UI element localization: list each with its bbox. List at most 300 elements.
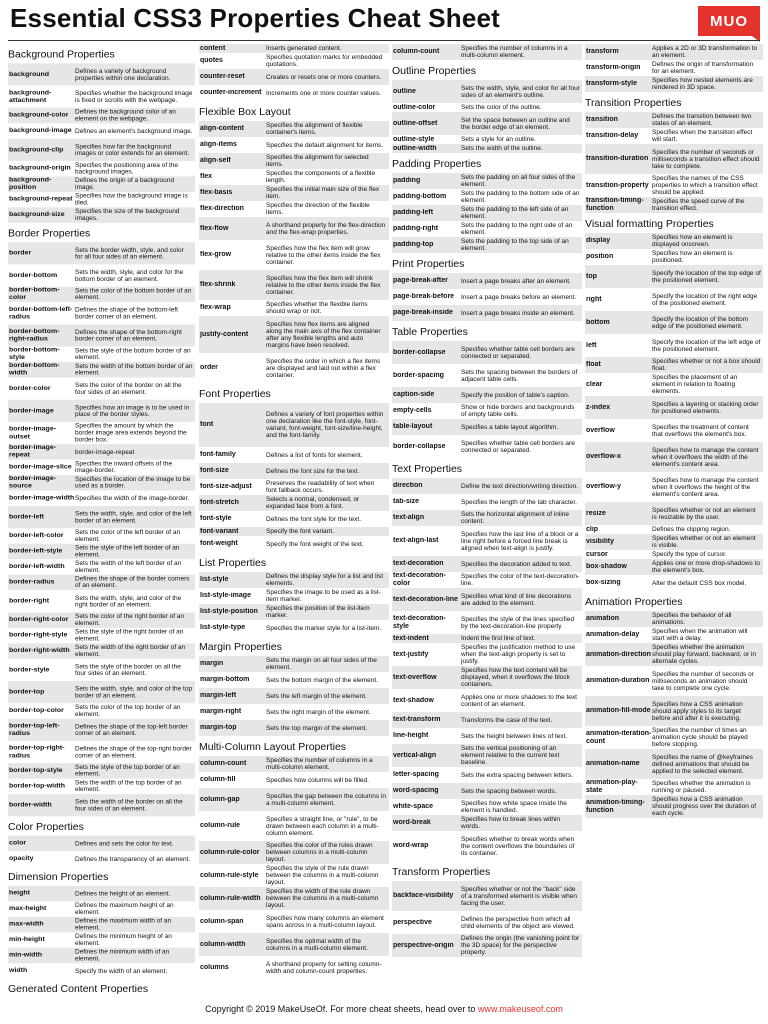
property-row [199,495,389,511]
property-row [199,527,389,536]
property-row [585,472,763,502]
property-row [392,305,582,321]
column-2 [199,44,389,979]
property-name: content [200,44,226,52]
property-name: outline [393,87,416,95]
property-row [8,86,195,108]
property-description: Sets the left margin of the element. [266,692,367,700]
property-row [392,103,582,112]
property-name: border-image [9,407,54,414]
property-name: column-count [200,760,247,768]
property-description: Specify the font variant. [266,528,334,535]
property-description: Specifies the image to be used as a list-item marker. [266,589,381,603]
property-description: Specifies the alignment of flexible container's items. [266,122,363,136]
property-row [199,511,389,527]
property-row [8,836,195,851]
property-description: Defines an element's background image. [75,127,193,135]
property-description: Defines the origin of transformation for an element. [652,61,754,75]
property-description: Specifies how the text content will be displayed, when it overflows the block containers. [461,667,570,688]
property-row [8,287,195,302]
property-description: Defines the font size for the text. [266,467,360,475]
property-row [392,144,582,153]
property-name: align-content [200,125,244,133]
property-name: column-rule-color [200,848,260,856]
property-name: border-collapse [393,348,446,356]
property-row [8,422,195,444]
property-name: column-rule [200,822,241,830]
property-row [392,364,582,387]
property-row [392,173,582,189]
property-description: Preserves the readability of text when font fallback occurs. [266,480,375,494]
property-row [585,144,763,174]
property-description: Specifies whether the animation should play forward, backward, or in alternate cycles. [652,644,757,665]
property-name: background-attachment [9,89,52,104]
property-description: Selects a normal, condensed, or expanded face from a font. [266,496,360,510]
property-description: Sets the width, style, and color of the left border of an element. [75,510,192,524]
property-description: Sets the style of the border on all the four sides of an element. [75,663,181,677]
property-description: Specifies the inward offsets of the image-border. [75,460,173,475]
property-name: box-sizing [586,579,621,587]
property-row [585,396,763,419]
property-row [392,526,582,556]
property-name: text-decoration-style [393,614,446,630]
property-row [8,108,195,123]
property-row [8,506,195,528]
property-row [8,324,195,346]
property-description: Specifies the alignment for selected items. [266,154,369,168]
property-row [8,779,195,794]
property-row [392,934,582,957]
property-row [199,185,389,201]
property-row [8,612,195,627]
property-row [8,948,195,963]
property-name: color [9,839,27,847]
property-description: Specifies the default alignment for items. [266,141,384,149]
property-name: border [9,249,32,257]
property-name: background-image [9,127,72,135]
property-description: Sets the width, style, and color for all four sides of an element's outline. [461,84,580,99]
property-name: animation-timing-function [586,798,645,814]
property-description: Defines the transparency of an element. [75,855,191,863]
property-description: Defines the minimum height of an element. [75,933,172,947]
property-row [8,444,195,459]
property-row [392,572,582,588]
muo-logo [698,6,760,36]
property-row [392,44,582,60]
property-description: Sets the width of the left border of an element. [75,560,182,574]
property-name: flex-shrink [200,281,236,289]
property-description: Specifies the positioning area of the background images. [75,161,178,176]
property-name: list-style [200,576,229,584]
property-description: Specifies the marker style for a list-item. [266,624,382,632]
property-name: backface-visibility [393,892,454,900]
section-title: Transform Properties [392,866,491,878]
property-description: Specifies whether or not a box should float. [652,358,761,372]
property-description: Specifies the initial main size of the flex item. [266,186,380,200]
property-row [199,240,389,270]
property-description: Specifies when the animation will start with a delay. [652,628,748,642]
property-description: Insert a page breaks inside an element. [461,309,575,317]
property-row [8,491,195,506]
property-row [392,189,582,205]
property-name: list-style-type [200,624,246,632]
property-name: box-shadow [586,563,627,571]
property-description: Defines the clipping region. [652,526,731,533]
property-description: Show or hide borders and backgrounds of empty table cells. [461,404,575,418]
property-row [8,901,195,916]
property-name: border-top-left-radius [9,722,60,737]
property-row [199,956,389,979]
property-description: Specifies the width of the image-border. [75,494,190,502]
property-row [392,341,582,364]
property-name: min-width [9,951,43,959]
property-row [585,534,763,550]
property-row [199,772,389,788]
property-name: font-family [200,451,236,459]
property-row [8,460,195,475]
property-description: Specifies whether or not an element is visible. [652,535,756,549]
property-description: Defines a variety of background properties within one declaration. [75,67,171,82]
property-description: Increments one or more counter values. [266,89,381,97]
property-name: border-color [9,384,51,392]
property-name: transform [586,48,619,56]
property-name: height [9,889,30,897]
property-description: Specifies the components of a flexible length. [266,170,376,184]
property-description: Specifies the optimal width of the columns in a multi-column element. [266,937,368,952]
property-description: Sets a style for an outline. [461,136,536,143]
page-header [0,0,768,40]
property-name: flex-direction [200,205,244,213]
property-name: margin-bottom [200,676,250,684]
property-row [8,242,195,264]
property-name: left [586,341,597,349]
property-name: font-variant [200,527,239,535]
property-row [8,475,195,490]
property-name: border-top-right-radius [9,744,65,759]
property-name: word-wrap [393,842,429,850]
section-title: Print Properties [392,258,465,270]
property-name: max-width [9,920,44,928]
property-name: border-bottom [9,271,58,279]
property-description: Define the text direction/writing direction. [461,482,579,490]
property-row [8,851,195,866]
property-name: background-repeat [9,195,73,203]
property-description: Specifies the size of the background images. [75,208,180,222]
property-name: display [586,237,611,245]
property-name: clear [586,380,603,388]
property-row [585,575,763,591]
property-description: Defines the shape of the top-left border corner of an element. [75,723,188,737]
property-row [392,666,582,689]
property-name: text-align [393,514,425,522]
section-title: Visual formatting Properties [585,218,714,230]
property-name: width [9,967,28,975]
property-description: Applies a 2D or 3D transformation to an element. [652,45,758,59]
property-name: margin-top [200,724,237,732]
section-title: Flexible Box Layout [199,106,291,118]
property-description: Indent the first line of text. [461,635,536,642]
property-row [392,611,582,634]
property-description: Defines a list of fonts for element. [266,451,363,459]
property-row [392,221,582,237]
property-description: Specifies the speed curve of the transition effect. [652,198,745,212]
property-row [585,288,763,311]
property-name: outline-style [393,135,435,143]
property-row [585,749,763,779]
property-name: text-shadow [393,696,434,704]
property-name: transition [586,116,618,124]
property-name: column-span [200,917,244,925]
property-name: text-align-last [393,537,439,545]
property-description: Specifies how white space inside the element is handled. [461,800,567,814]
property-name: align-items [200,141,237,149]
property-name: perspective [393,918,432,926]
property-name: text-indent [393,634,429,642]
section-title: Animation Properties [585,596,683,608]
property-name: align-self [200,157,231,165]
property-name: top [586,272,597,280]
property-name: border-left-color [9,532,64,540]
property-name: animation-name [586,760,640,768]
property-description: Specify the location of the right edge of the positioned element. [652,292,758,307]
property-row [199,85,389,101]
property-name: empty-cells [393,407,432,415]
property-row [585,666,763,696]
property-description: Sets the color of the right border of an element. [75,613,185,627]
property-name: transition-timing-function [586,197,644,212]
property-row [199,720,389,736]
property-row [199,572,389,588]
property-name: border-bottom-left-radius [9,305,73,320]
property-name: line-height [393,732,429,740]
property-description: Sets the width of the border on all the four sides of an element. [75,798,183,812]
property-row [199,69,389,85]
property-name: font-style [200,515,232,523]
property-description: Specifies whether or not an element is resizable by the user. [652,506,756,521]
property-description: Specifies whether the flexible items should wrap or not. [266,301,368,315]
property-row [8,681,195,703]
property-name: animation-play-state [586,779,638,794]
property-description: Specifies how to manage the content when it overflows the width of the element's content area. [652,446,759,468]
property-description: Sets the style of the left border of an element. [75,544,180,559]
property-description: Defines the shape of the border corners of an element. [75,575,190,590]
property-description: Specify the position of table's caption. [461,391,570,399]
property-name: background-clip [9,146,64,153]
property-row [585,419,763,442]
property-row [8,161,195,176]
section-title: Color Properties [8,821,84,833]
property-name: margin [200,660,224,668]
property-row [585,627,763,643]
property-name: border-image-outset [9,425,57,440]
property-row [585,233,763,249]
property-description: Specifies how an element is displayed onscreen. [652,234,733,248]
property-name: background-color [9,111,69,119]
section-title: Table Properties [392,326,468,338]
property-name: font-size-adjust [200,483,252,491]
property-name: direction [393,482,423,490]
property-row [8,123,195,138]
property-name: outline-color [393,103,436,111]
section-title: Dimension Properties [8,871,109,884]
property-row [199,300,389,316]
property-name: transition-property [586,181,649,189]
property-name: flex-wrap [200,304,231,312]
property-row [8,528,195,543]
property-row [585,525,763,534]
property-name: justify-content [200,330,249,338]
property-row [392,588,582,611]
property-row [585,76,763,92]
property-description: Specifies when the transition effect will start. [652,129,753,143]
property-name: border-image-width [9,494,75,502]
property-name: right [586,295,602,303]
property-description: Specifies the decoration added to text. [461,560,572,568]
property-row [199,910,389,933]
property-row [199,604,389,620]
property-row [585,174,763,197]
property-name: border-right [9,597,50,605]
property-row [392,403,582,419]
property-description: Sets the height between lines of text. [461,732,568,740]
property-description: Specifies the treatment of content that overflows the element's box. [652,423,749,438]
property-description: Sets the margin on all four sides of the element. [266,657,377,671]
section-title: List Properties [199,557,267,569]
section-title: Generated Content Properties [8,983,149,996]
property-name: word-break [393,819,431,827]
property-row [199,270,389,300]
property-row [585,550,763,559]
property-description: Specifies how a CSS animation should progress over the duration of each cycle. [652,796,757,817]
property-description: Sets the width of the right border of an element. [75,644,186,658]
property-name: table-layout [393,423,433,431]
property-row [392,273,582,289]
property-row [199,479,389,495]
property-name: perspective-origin [393,941,454,949]
property-name: z-index [586,403,611,411]
property-description: Specify the location of the bottom edge of the positioned element. [652,315,749,330]
property-description: Sets the color of the left border of an element. [75,529,181,543]
property-row [199,153,389,169]
property-name: outline-offset [393,119,438,127]
property-row [8,400,195,422]
property-row [199,756,389,772]
property-description: Specify the type of cursor. [652,551,727,558]
property-description: Specifies whether or not the "back" side of a transformed element is visible when facing the user. [461,885,577,907]
property-name: transition-delay [586,132,639,140]
property-name: font-size [200,467,229,475]
footer-text: Copyright © 2019 MakeUseOf. For more cheat sheets, head over to [205,1004,476,1014]
property-name: animation-iteration-count [586,729,652,745]
property-name: overflow-y [586,483,622,491]
property-name: flex-flow [200,224,229,232]
property-row [585,112,763,128]
property-name: overflow [586,426,615,434]
property-row [8,559,195,574]
property-row [8,63,195,85]
property-description: Set the space between an outline and the border edge of an element. [461,116,570,131]
property-description: Sets the color of the border on all the four sides of an element. [75,381,182,396]
property-description: Insert a page breaks before an element. [461,293,577,301]
property-row [8,886,195,901]
property-name: flex [200,173,213,181]
section-title: Text Properties [392,463,463,475]
property-name: min-height [9,936,45,944]
property-row [199,672,389,688]
property-name: letter-spacing [393,771,439,779]
property-name: overflow-x [586,453,622,461]
property-row [199,620,389,636]
property-name: background [9,70,50,78]
property-description: Sets the border width, style, and color for all four sides of an element. [75,246,184,261]
property-row [585,311,763,334]
page-title: Essential CSS3 Properties Cheat Sheet [10,3,501,33]
property-description: Specifies a table layout algorithm. [461,423,559,431]
property-description: Defines the shape of the bottom-right border corner of an element. [75,328,182,343]
property-row [199,217,389,240]
property-name: clip [586,525,599,533]
property-description: Sets the width, style, and color of the right border of an element. [75,594,182,609]
property-description: A shorthand property for setting column-width and column-count properties. [266,960,382,975]
property-name: animation-delay [586,631,640,639]
property-description: Sets the style of the top border of an element. [75,764,180,778]
property-row [199,353,389,383]
property-row [199,588,389,604]
property-row [8,590,195,612]
property-row [585,197,763,213]
property-name: columns [200,963,229,971]
property-name: text-decoration-color [393,572,446,587]
property-name: animation-duration [586,677,650,685]
property-description: Specifies how a CSS animation should apply styles to its target before and after it is executing. [652,700,743,722]
property-description: Specifies the placement of an element in relation to floating elements. [652,374,738,395]
property-row [392,643,582,666]
property-description: Defines the display style for a list and list elements. [266,573,384,587]
property-description: Defines the perspective from which all child elements of the object are viewed. [461,915,575,930]
property-row [392,237,582,253]
property-description: Specify the font weight of the text. [266,540,364,548]
footer-link[interactable]: www.makeuseof.com [477,1004,563,1014]
header-divider [8,40,760,41]
property-name: text-decoration-line [393,595,458,603]
property-name: counter-reset [200,73,245,81]
section-title: Font Properties [199,388,271,400]
property-description: Specifies how the background image is tiled. [75,192,188,207]
property-description: Specifies the location of the image to be used as a border. [75,476,191,490]
property-row [585,249,763,265]
property-description: Defines a variety of font properties within one declaration like the font-style, font-variant, font-weight, font-size/line-height, and the font-family. [266,411,384,439]
property-description: Alter the default CSS box model. [652,579,747,587]
property-name: text-decoration [393,560,444,568]
property-description: Specifies a straight line, or "rule", to be drawn between each column in a multi-column element. [266,815,379,837]
property-name: list-style-position [200,608,258,616]
property-description: Sets the color of the outline. [461,104,542,111]
property-description: Specifies the color of the text-decoration-line. [461,573,580,587]
section-title: Background Properties [8,48,115,61]
property-name: padding-right [393,225,439,233]
property-description: Applies one or more drop-shadows to the element's box. [652,560,761,574]
property-name: border-spacing [393,371,444,379]
property-row [585,696,763,726]
property-row [585,265,763,288]
property-name: caption-side [393,391,435,399]
property-name: font-weight [200,540,238,548]
property-description: Specifies whether the animation is running or paused. [652,780,751,794]
property-row [392,556,582,572]
property-description: Sets the padding to the left side of an element. [461,206,569,220]
property-name: padding-bottom [393,193,447,201]
property-row [8,377,195,399]
